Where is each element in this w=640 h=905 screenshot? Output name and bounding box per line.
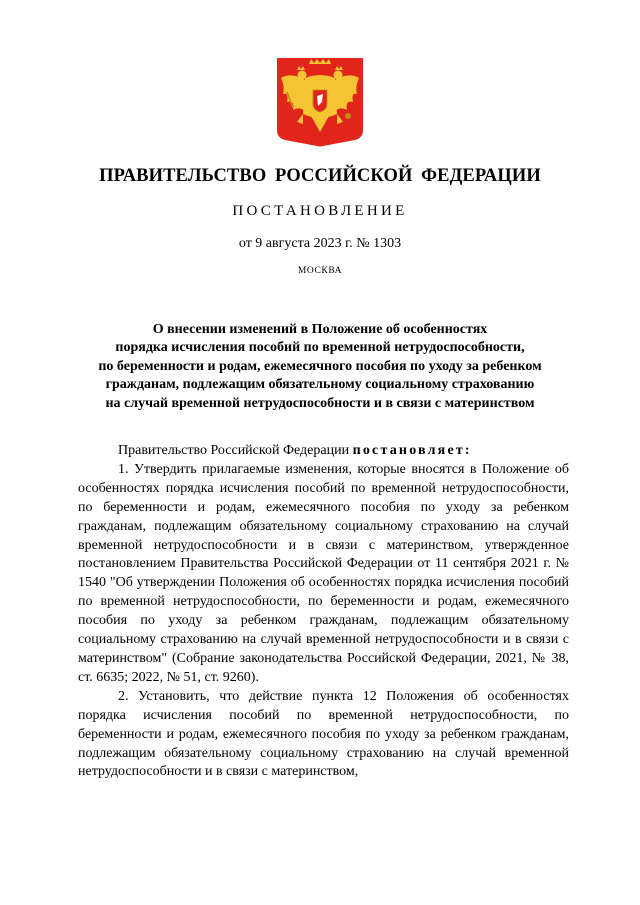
intro-text: Правительство Российской Федерации [118, 443, 353, 458]
decree-verb: постановляет: [352, 443, 472, 458]
heading-line: по беременности и родам, ежемесячного пособия по уходу за ребенком [98, 358, 542, 374]
issue-city: МОСКВА [297, 266, 343, 276]
item-2-paragraph: 2. Установить, что действие пункта 12 Положения об особенностях порядка исчисления пособий по временной нетрудоспособности, по беременности и родам, ежемесячного пособия по уходу за ребенком гражданам, подлежащим обязательному социальному страхованию на случай временной нетрудоспособности и в связи с материнством, [78, 688, 569, 780]
document-heading [60, 321, 580, 413]
coat-of-arms-icon [275, 56, 365, 148]
heading-line: на случай временной нетрудоспособности и в связи с материнством [105, 395, 535, 411]
intro-paragraph [78, 442, 569, 461]
heading-line: О внесении изменений в Положение об особенностях [152, 322, 488, 337]
document-type: ПОСТАНОВЛЕНИЕ [232, 203, 408, 219]
document-date-number: от 9 августа 2023 г. № 1303 [238, 236, 402, 251]
heading-line: гражданам, подлежащим обязательному социальному страхованию [105, 377, 535, 393]
heading-line: порядка исчисления пособий по временной нетрудоспособности, [115, 340, 525, 356]
issuer-title: ПРАВИТЕЛЬСТВО РОССИЙСКОЙ ФЕДЕРАЦИИ [99, 166, 541, 186]
document-body [78, 442, 569, 782]
item-1-paragraph: 1. Утвердить прилагаемые изменения, которые вносятся в Положение об особенностях порядка исчисления пособий по временной нетрудоспособности, по беременности и родам, ежемесячного пособия по уходу за ребенком гражданам, подлежащим обязательному социальному страхованию на случай временной нетрудоспособности и в связи с материнством, утвержденное постановлением Правительства Российской Федерации от 11 сентября 2021 г. № 1540 "Об утверждении Положения об особенностях порядка исчисления пособий по временной нетрудоспособности, по беременности и родам, ежемесячного пособия по уходу за ребенком гражданам, подлежащим обязательному социальному страхованию на случай временной нетрудоспособности и в связи с материнством" (Собрание законодательства Российской Федерации, 2021, № 38, ст. 6635; 2022, № 51, ст. 9260). [78, 461, 569, 685]
